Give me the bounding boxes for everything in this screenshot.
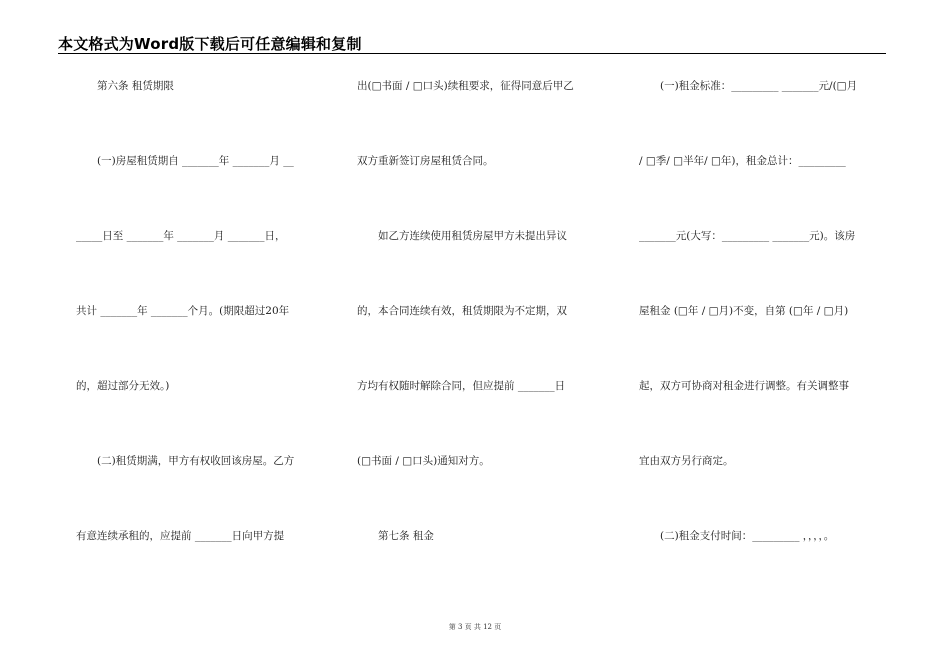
text-line: (二)租金支付时间：_________ ，，，，。 xyxy=(639,530,835,542)
text-line: (□书面 / □口头)通知对方。 xyxy=(357,455,490,467)
text-column-3 xyxy=(639,0,889,672)
text-line: (二)租赁期满，甲方有权收回该房屋。乙方 xyxy=(76,455,295,467)
text-line: 第七条 租金 xyxy=(357,530,434,542)
text-line: 双方重新签订房屋租赁合同。 xyxy=(357,155,494,167)
text-line: _______元(大写：_________ _______元)。该房 xyxy=(639,230,856,242)
text-line: _____日至 _______年 _______月 _______日， xyxy=(76,230,286,242)
text-line: (一)租金标准：_________ _______元/(□月 xyxy=(639,80,858,92)
text-line: 的，本合同连续有效，租赁期限为不定期，双 xyxy=(357,305,567,317)
text-line: 宜由双方另行商定。 xyxy=(639,455,734,467)
text-line: (一)房屋租赁期自 _______年 _______月 __ xyxy=(76,155,294,167)
text-line: 有意连续承租的，应提前 _______日向甲方提 xyxy=(76,530,285,542)
text-line: 第六条 租赁期限 xyxy=(76,80,174,92)
text-line: 如乙方连续使用租赁房屋甲方未提出异议 xyxy=(357,230,567,242)
text-line: 方均有权随时解除合同，但应提前 _______日 xyxy=(357,380,566,392)
text-line: 共计 _______年 _______个月。(期限超过20年 xyxy=(76,305,290,317)
text-column-1 xyxy=(76,0,326,672)
text-line: 屋租金 (□年 / □月)不变，自第 (□年 / □月) xyxy=(639,305,849,317)
text-line: 的，超过部分无效。) xyxy=(76,380,170,392)
text-line: 出(□书面 / □口头)续租要求，征得同意后甲乙 xyxy=(357,80,574,92)
document-header-title: 本文格式为Word版下载后可任意编辑和复制 xyxy=(58,35,362,53)
text-line: / □季/ □半年/ □年)，租金总计：_________ xyxy=(639,155,846,167)
text-line: 起，双方可协商对租金进行调整。有关调整事 xyxy=(639,380,849,392)
text-column-2 xyxy=(357,0,607,672)
page-number: 第 3 页 共 12 页 xyxy=(448,623,502,631)
